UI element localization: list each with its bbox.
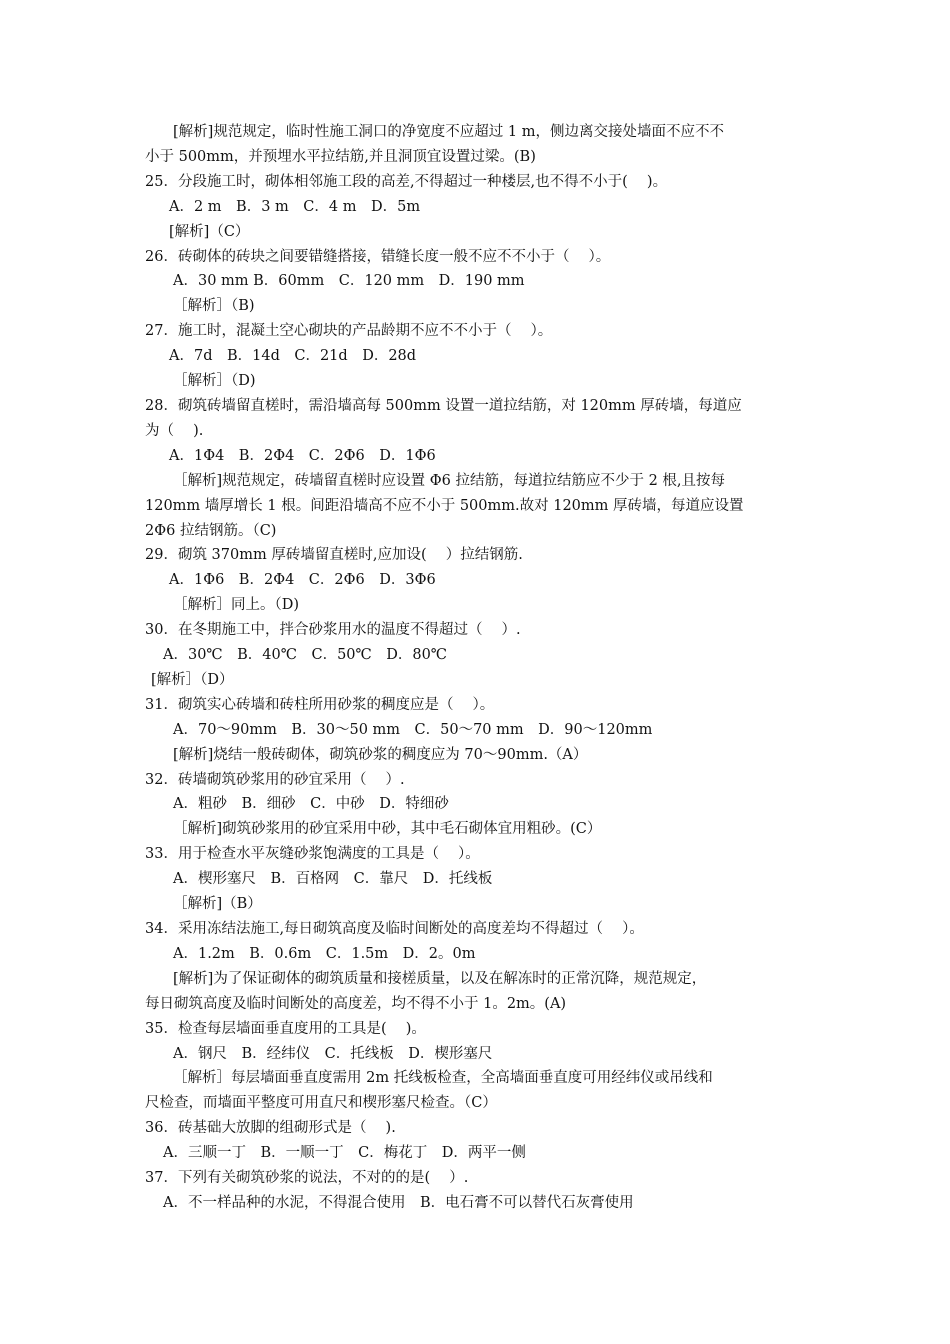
text-line: ［解析]（B）	[173, 896, 262, 913]
text-line: A．70～90mm B．30～50 mm C．50～70 mm D．90～120mm	[173, 721, 653, 738]
text-line: ［解析］（B)	[173, 298, 255, 315]
text-line: 尺检查，而墙面平整度可用直尺和楔形塞尺检查。（C）	[145, 1095, 497, 1112]
text-line: 27．施工时，混凝土空心砌块的产品龄期不应不不小于（ ）。	[145, 323, 553, 340]
text-line: A．楔形塞尺 B．百格网 C．靠尺 D．托线板	[173, 871, 493, 888]
text-line: A．1.2m B．0.6m C．1.5m D．2。0m	[173, 945, 476, 962]
text-line: 为（ ).	[145, 422, 204, 439]
text-line: ［解析］每层墙面垂直度需用 2m 托线板检查，全高墙面垂直度可用经纬仪或吊线和	[173, 1070, 713, 1087]
text-line: 小于 500mm，并预埋水平拉结筋,并且洞顶宜设置过梁。(B)	[145, 148, 536, 165]
text-line: A．1Φ6 B．2Φ4 C．2Φ6 D．3Φ6	[169, 572, 436, 589]
text-line: 35．检查每层墙面垂直度用的工具是( )。	[145, 1020, 426, 1037]
text-line: ［解析]砌筑砂浆用的砂宜采用中砂，其中毛石砌体宜用粗砂。(C）	[173, 821, 602, 838]
text-line: 30．在冬期施工中，拌合砂浆用水的温度不得超过（ ）.	[145, 622, 521, 639]
text-line: 29．砌筑 370mm 厚砖墙留直槎时,应加设( ）拉结钢筋.	[145, 547, 523, 564]
text-line: ［解析］（D)	[173, 373, 256, 390]
text-line: A．2 m B．3 m C．4 m D．5m	[169, 198, 421, 215]
text-line: [解析]规范规定，临时性施工洞口的净宽度不应超过 1 m，侧边离交接处墙面不应不不	[173, 124, 725, 140]
text-line: 26．砖砌体的砖块之间要错缝搭接，错缝长度一般不应不不小于（ ）。	[145, 248, 611, 265]
text-line: 120mm 墙厚增长 1 根。间距沿墙高不应不小于 500mm.故对 120mm 厚砖墙，每道应设置	[145, 497, 744, 514]
text-line: 36．砖基础大放脚的组砌形式是（ ).	[145, 1120, 396, 1137]
text-line: ［解析]规范规定，砖墙留直槎时应设置 Φ6 拉结筋，每道拉结筋应不少于 2 根,且按每	[173, 472, 726, 489]
text-line: A．1Φ4 B．2Φ4 C．2Φ6 D．1Φ6	[169, 447, 436, 464]
text-line: 2Φ6 拉结钢筋。（C)	[145, 522, 277, 539]
text-line: 28．砌筑砖墙留直槎时，需沿墙高每 500mm 设置一道拉结筋，对 120mm 厚砖墙，每道应	[145, 397, 742, 414]
text-line: 31．砌筑实心砖墙和砖柱所用砂浆的稠度应是（ ）。	[145, 696, 495, 713]
text-line: A．三顺一丁 B．一顺一丁 C．梅花丁 D．两平一侧	[163, 1145, 526, 1162]
text-line: A．30 mm B．60mm C．120 mm D．190 mm	[173, 273, 525, 290]
text-line: 25．分段施工时，砌体相邻施工段的高差,不得超过一种楼层,也不得不小于( )。	[145, 173, 668, 190]
document-page	[145, 120, 810, 1216]
text-line: A．30℃ B．40℃ C．50℃ D．80℃	[163, 647, 448, 664]
text-line: 每日砌筑高度及临时间断处的高度差，均不得不小于 1。2m。(A)	[145, 995, 567, 1012]
text-line: [解析］（D）	[151, 671, 234, 688]
text-line: A．7d B．14d C．21d D．28d	[169, 348, 417, 365]
text-line: A．粗砂 B．细砂 C．中砂 D．特细砂	[173, 796, 449, 813]
text-line: [解析]为了保证砌体的砌筑质量和接槎质量，以及在解冻时的正常沉降，规范规定，	[173, 970, 707, 987]
text-line: ［解析］同上。（D)	[173, 597, 300, 614]
text-line: [解析]（C）	[169, 223, 250, 240]
text-line: 34．采用冻结法施工,每日砌筑高度及临时间断处的高度差均不得超过（ ）。	[145, 921, 644, 937]
text-line: A．不一样品种的水泥，不得混合使用 B．电石膏不可以替代石灰膏使用	[163, 1194, 634, 1211]
text-line: 32．砖墙砌筑砂浆用的砂宜采用（ ）.	[145, 771, 405, 788]
text-line: A．钢尺 B．经纬仪 C．托线板 D．楔形塞尺	[173, 1045, 493, 1062]
text-line: 37．下列有关砌筑砂浆的说法，不对的的是( ）.	[145, 1170, 469, 1187]
text-line: [解析]烧结一般砖砌体，砌筑砂浆的稠度应为 70～90mm.（A）	[173, 746, 588, 763]
text-line: 33．用于检查水平灰缝砂浆饱满度的工具是（ ）。	[145, 846, 480, 863]
